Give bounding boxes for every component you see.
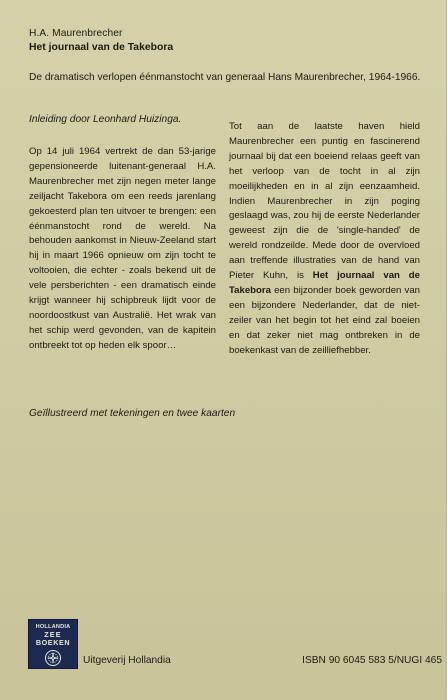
author-name: H.A. Maurenbrecher [29,28,123,39]
publisher-name: Uitgeverij Hollandia [83,655,171,666]
right-column-text-part1: Tot aan de laatste haven hield Maurenbrecher een puntig en fascinerend journaal bij dat een boeiend relaas geeft van het verloop van de tocht in al zijn moeilijkheden en in al zijn eenzaamheid. Indien Maurenbrecher in zijn poging geslaagd was, zou hij de eerste Nederlander geweest zijn die de 'single-handed' de wereld rondzeilde. Mede door de overvloed aan treffende illustraties van de hand van Pieter Kuhn, is [229,121,420,282]
isbn-number: ISBN 90 6045 583 5/NUGI 465 [302,655,442,666]
right-column-bold-title: Het journaal van de Takebora [229,270,420,296]
introduction-credit: Inleiding door Leonhard Huizinga. [29,114,182,125]
right-column-text [229,120,420,359]
illustration-note: Geïllustreerd met tekeningen en twee kaarten [29,408,236,419]
logo-line-hollandia: HOLLANDIA [35,624,71,630]
left-column-text: Op 14 juli 1964 vertrekt de dan 53-jarige gepensioneerde luitenant-generaal H.A. Maurenbrecher met zijn negen meter lange zeiljacht Takebora om een reeds jarenlang gekoesterd plan ten uitvoer te brengen: een éénmanstocht rond de wereld. Na behouden aankomst in Nieuw-Zeeland start hij in maart 1966 opnieuw om zijn tocht te voltooien, die echter - zoals bekend uit de vele persberichten - een dramatisch einde krijgt wanneer hij schipbreuk lijdt voor de noordoostkust van Australië. Het wrak van het schip werd gevonden, van de kapitein ontbreekt tot op heden elk spoor… [29,146,216,351]
right-column-text-part2: een bijzonder boek geworden van een bijzondere Nederlander, dat de niet-zeiler van het begin tot het eind zal boeien en dat zeker niet mag ontbreken in de boekenkast van de zeilliefhebber. [229,284,420,356]
lead-text: De dramatisch verlopen éénmanstocht van generaal Hans Maurenbrecher, 1964-1966. [29,72,421,83]
logo-line-boeken: BOEKEN [35,638,71,647]
book-title: Het journaal van de Takebora [29,42,174,53]
logo-line-zee: ZEE [44,630,62,639]
publisher-logo [28,619,78,669]
compass-rose-icon [44,649,62,667]
